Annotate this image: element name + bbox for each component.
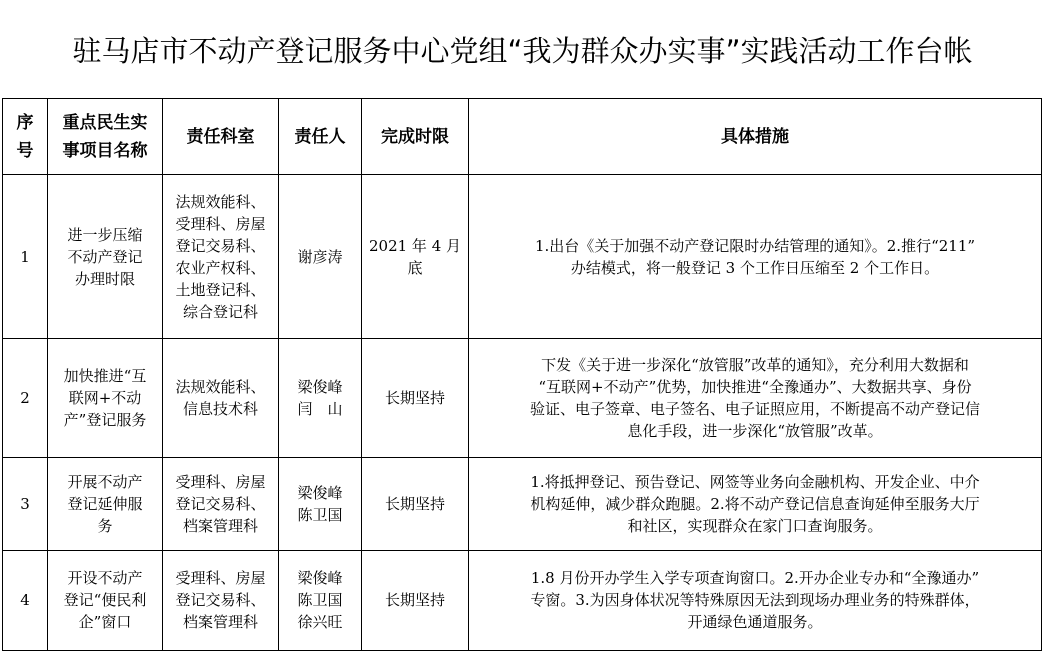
row-deadline [362, 457, 469, 550]
text-line: 1.出台《关于加强不动产登记限时办结管理的通知》。2.推行“211” [534, 236, 976, 255]
row-measure [469, 175, 1042, 339]
row-dept [163, 550, 279, 650]
text-line: 受理科、房屋 [175, 569, 266, 588]
text-line: 综合登记科 [182, 302, 258, 321]
text-line: 开通绿色通道服务。 [687, 613, 823, 632]
row-dept [163, 457, 279, 550]
row-person [279, 339, 362, 457]
text-line: 陈卫国 [297, 505, 343, 524]
row-no: 3 [3, 457, 48, 550]
text-line: 2021 年 4 月 [368, 236, 462, 255]
row-project-name [48, 175, 163, 339]
header-measure: 具体措施 [469, 99, 1042, 175]
row-person [279, 175, 362, 339]
row-measure [469, 457, 1042, 550]
text-line: 1.8 月份开办学生入学专项查询窗口。2.开办企业专办和“全豫通办” [530, 569, 980, 588]
row-project-name [48, 339, 163, 457]
text-line: 登记交易科、 [175, 236, 266, 255]
row-project-name [48, 550, 163, 650]
header-no-line: 序 [16, 112, 34, 133]
text-line: 登记“便民利 [63, 591, 147, 610]
text-line: 信息技术科 [182, 399, 258, 418]
row-person [279, 550, 362, 650]
text-line: 开展不动产 [67, 472, 143, 491]
row-dept [163, 339, 279, 457]
header-name [48, 99, 163, 175]
text-line: 登记交易科、 [175, 494, 266, 513]
text-line: 1.将抵押登记、预告登记、网签等业务向金融机构、开发企业、中介 [530, 472, 980, 491]
text-line: 徐兴旺 [297, 613, 343, 632]
row-deadline [362, 339, 469, 457]
header-time: 完成时限 [362, 99, 469, 175]
text-line: 加快推进“互 [63, 366, 147, 385]
text-line: 和社区，实现群众在家门口查询服务。 [627, 516, 883, 535]
row-no: 4 [3, 550, 48, 650]
row-deadline [362, 550, 469, 650]
text-line: 受理科、房屋 [175, 472, 266, 491]
text-line: 开设不动产 [67, 569, 143, 588]
header-row [3, 99, 1042, 175]
row-no: 1 [3, 175, 48, 339]
table-row [3, 339, 1042, 457]
text-line: 土地登记科、 [175, 280, 266, 299]
text-line: 进一步压缩 [67, 225, 143, 244]
row-measure [469, 550, 1042, 650]
row-dept [163, 175, 279, 339]
text-line: 息化手段，进一步深化“放管服”改革。 [627, 421, 883, 440]
text-line: 登记延伸服 [67, 494, 143, 513]
header-no [3, 99, 48, 175]
text-line: 闫 山 [297, 399, 343, 418]
text-line: 受理科、房屋 [175, 214, 266, 233]
text-line: 登记交易科、 [175, 591, 266, 610]
text-line: 谢彦涛 [297, 247, 343, 266]
text-line: 梁俊峰 [297, 483, 343, 502]
row-person [279, 457, 362, 550]
text-line: 验证、电子签章、电子签名、电子证照应用，不断提高不动产登记信 [529, 399, 980, 418]
text-line: 办理时限 [74, 269, 135, 288]
text-line: 农业产权科、 [175, 258, 266, 277]
text-line: 法规效能科、 [175, 377, 266, 396]
text-line: 底 [407, 258, 423, 277]
header-dept: 责任科室 [163, 99, 279, 175]
table-row [3, 175, 1042, 339]
text-line: 法规效能科、 [175, 192, 266, 211]
table-row [3, 550, 1042, 650]
text-line: 长期坚持 [384, 494, 445, 513]
text-line: 务 [97, 516, 113, 535]
text-line: 档案管理科 [182, 516, 258, 535]
text-line: 办结模式，将一般登记 3 个工作日压缩至 2 个工作日。 [570, 258, 940, 277]
text-line: 企”窗口 [78, 613, 132, 632]
row-no: 2 [3, 339, 48, 457]
text-line: 梁俊峰 [297, 377, 343, 396]
text-line: 专窗。3.为因身体状况等特殊原因无法到现场办理业务的特殊群体， [530, 591, 980, 610]
text-line: “互联网+不动产”优势，加快推进“全豫通办”、大数据共享、身份 [538, 377, 972, 396]
text-line: 下发《关于进一步深化“放管服”改革的通知》，充分利用大数据和 [541, 355, 969, 374]
text-line: 陈卫国 [297, 591, 343, 610]
row-measure [469, 339, 1042, 457]
text-line: 联网+不动 [68, 388, 142, 407]
text-line: 长期坚持 [384, 388, 445, 407]
text-line: 机构延伸，减少群众跑腿。2.将不动产登记信息查询延伸至服务大厅 [530, 494, 980, 513]
text-line: 长期坚持 [384, 591, 445, 610]
header-no-line: 号 [16, 140, 34, 161]
text-line: 梁俊峰 [297, 569, 343, 588]
page-title: 驻马店市不动产登记服务中心党组“我为群众办实事”实践活动工作台帐 [72, 33, 973, 68]
table-row [3, 457, 1042, 550]
text-line: 档案管理科 [182, 613, 258, 632]
header-name-line: 事项目名称 [62, 140, 148, 161]
row-deadline [362, 175, 469, 339]
text-line: 不动产登记 [67, 247, 143, 266]
header-person: 责任人 [279, 99, 362, 175]
text-line: 产”登记服务 [63, 410, 147, 429]
row-project-name [48, 457, 163, 550]
header-name-line: 重点民生实 [62, 112, 148, 133]
ledger-table [2, 98, 1042, 651]
